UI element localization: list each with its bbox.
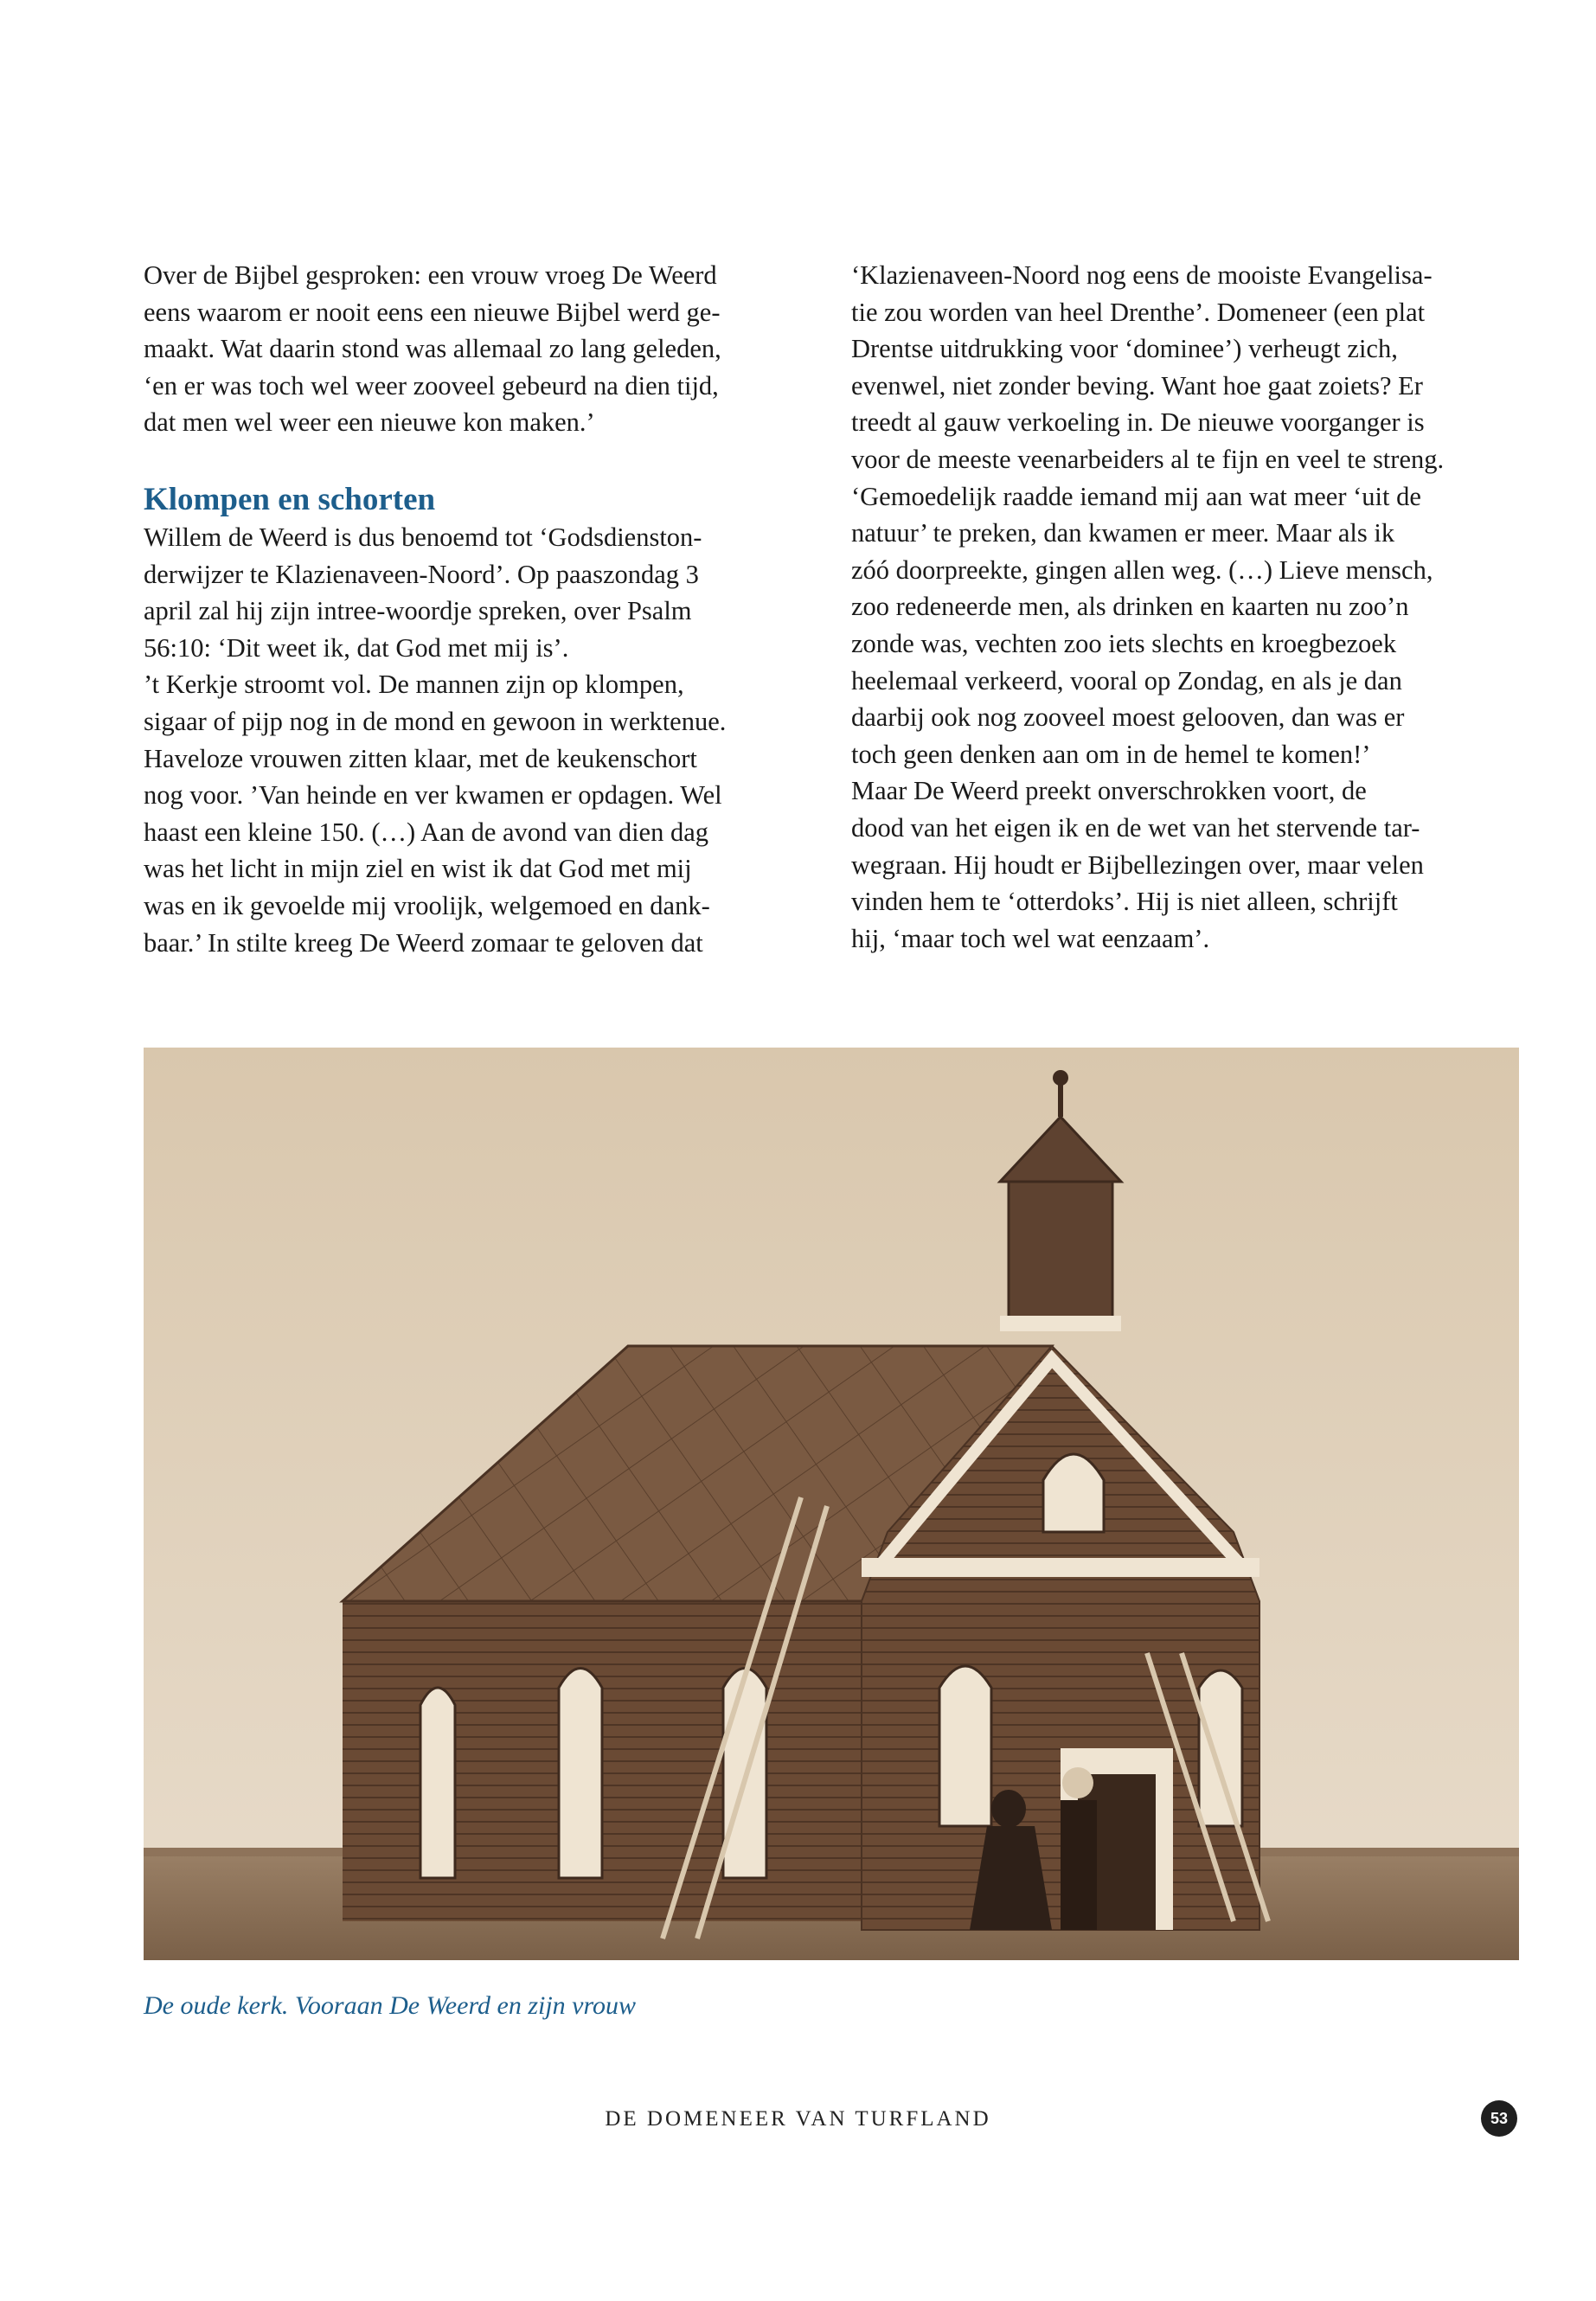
text-line: dood van het eigen ik en de wet van het stervende tar-	[851, 812, 1420, 843]
text-line: daarbij ook nog zooveel moest gelooven, dan was er	[851, 702, 1405, 733]
text-line: april zal hij zijn intree-woordje spreken, over Psalm	[144, 596, 692, 626]
text-line: zoo redeneerde men, als drinken en kaarten nu zoo’n	[851, 592, 1409, 622]
text-line: eens waarom er nooit eens een nieuwe Bijbel werd ge-	[144, 297, 721, 327]
section-heading: Klompen en schorten	[144, 481, 436, 517]
text-line: 56:10: ‘Dit weet ik, dat God met mij is’.	[144, 632, 569, 663]
text-line: treedt al gauw verkoeling in. De nieuwe voorganger is	[851, 407, 1425, 438]
text-line: vinden hem te ‘otterdoks’. Hij is niet alleen, schrijft	[851, 887, 1398, 917]
text-line: ‘Klazienaveen-Noord nog eens de mooiste Evangelisa-	[851, 260, 1433, 290]
text-line: maakt. Wat daarin stond was allemaal zo lang geleden,	[144, 334, 721, 364]
text-line: Haveloze vrouwen zitten klaar, met de keukenschort	[144, 743, 697, 773]
text-line: heelemaal verkeerd, vooral op Zondag, en als je dan	[851, 665, 1402, 695]
paragraph-klompen	[144, 519, 810, 961]
text-line: haast een kleine 150. (…) Aan de avond van dien dag	[144, 817, 708, 847]
text-line: hij, ‘maar toch wel wat eenzaam’.	[851, 923, 1210, 953]
left-column	[144, 257, 810, 961]
text-line: ‘en er was toch wel weer zooveel gebeurd na dien tijd,	[144, 370, 719, 401]
text-line: was het licht in mijn ziel en wist ik dat God met mij	[144, 854, 692, 884]
text-line: sigaar of pijp nog in de mond en gewoon in werktenue.	[144, 706, 727, 736]
text-line: wegraan. Hij houdt er Bijbellezingen over, maar velen	[851, 849, 1424, 880]
text-line: ‘Gemoedelijk raadde iemand mij aan wat meer ‘uit de	[851, 481, 1421, 511]
page-number: 53	[1481, 2100, 1517, 2137]
text-line: ’t Kerkje stroomt vol. De mannen zijn op klompen,	[144, 670, 684, 700]
text-line: Drentse uitdrukking voor ‘dominee’) verheugt zich,	[851, 334, 1398, 364]
text-line: zóó doorpreekte, gingen allen weg. (…) Lieve mensch,	[851, 554, 1433, 585]
text-line: was en ik gevoelde mij vroolijk, welgemoed en dank-	[144, 890, 710, 920]
church-photo	[144, 1048, 1519, 1960]
text-line: derwijzer te Klazienaveen-Noord’. Op paaszondag 3	[144, 559, 699, 589]
text-line: Willem de Weerd is dus benoemd tot ‘Godsdienston-	[144, 522, 702, 552]
text-line: nog voor. ’Van heinde en ver kwamen er opdagen. Wel	[144, 780, 722, 811]
text-line: voor de meeste veenarbeiders al te fijn en veel te streng.	[851, 444, 1445, 474]
text-line: natuur’ te preken, dan kwamen er meer. Maar als ik	[851, 518, 1395, 548]
text-line: tie zou worden van heel Drenthe’. Domeneer (een plat	[851, 297, 1426, 327]
text-line: toch geen denken aan om in de hemel te komen!’	[851, 739, 1371, 769]
running-title: DE DOMENEER VAN TURFLAND	[605, 2107, 991, 2131]
text-line: Maar De Weerd preekt onverschrokken voort, de	[851, 776, 1367, 806]
text-line: zonde was, vechten zoo iets slechts en kroegbezoek	[851, 628, 1397, 658]
photo-caption: De oude kerk. Vooraan De Weerd en zijn vrouw	[144, 1991, 637, 2020]
text-line: dat men wel weer een nieuwe kon maken.’	[144, 407, 595, 438]
text-line: baar.’ In stilte kreeg De Weerd zomaar te geloven dat	[144, 927, 703, 958]
text-line: evenwel, niet zonder beving. Want hoe gaat zoiets? Er	[851, 370, 1423, 401]
paragraph-bible	[144, 257, 810, 441]
right-column	[851, 257, 1517, 957]
text-line: Over de Bijbel gesproken: een vrouw vroeg De Weerd	[144, 260, 717, 290]
